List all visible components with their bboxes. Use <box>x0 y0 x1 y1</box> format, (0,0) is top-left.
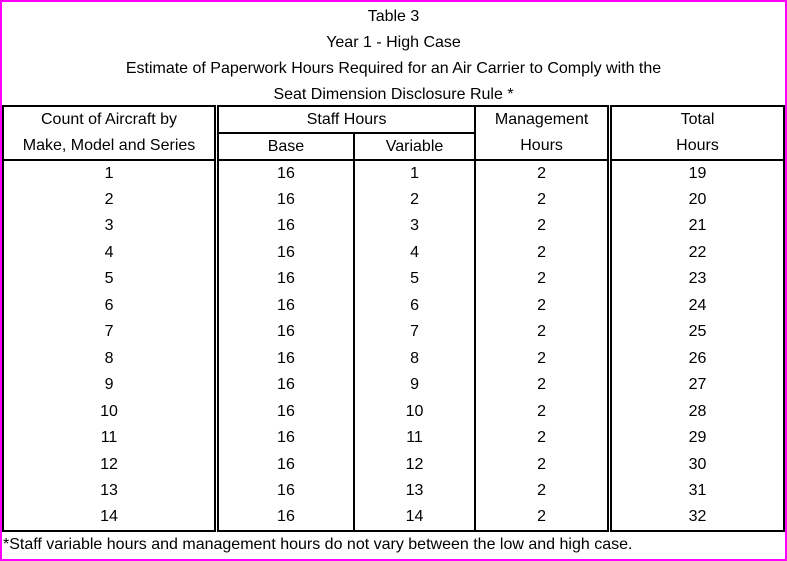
cell-total: 25 <box>688 323 707 341</box>
cell-variable: 2 <box>354 187 475 214</box>
cell-base: 16 <box>217 452 354 479</box>
table-row <box>3 187 784 214</box>
cell-count: 5 <box>3 266 217 293</box>
cell-count: 6 <box>3 293 217 320</box>
table-row <box>3 160 784 187</box>
cell-variable: 1 <box>354 160 475 187</box>
cell-management: 2 <box>475 452 609 479</box>
table-row <box>3 399 784 426</box>
table-footnote: *Staff variable hours and management hours do not vary between the low and high case. <box>3 536 633 553</box>
cell-management: 2 <box>475 160 609 187</box>
cell-count: 13 <box>3 478 217 505</box>
cell-count: 4 <box>3 240 217 267</box>
header-aircraft-count-line2: Make, Model and Series <box>22 137 196 154</box>
table-row <box>3 213 784 240</box>
cell-variable: 9 <box>354 372 475 399</box>
table-body <box>3 160 784 531</box>
cell-total: 30 <box>688 455 707 473</box>
cell-base: 16 <box>217 505 354 532</box>
cell-management: 2 <box>475 266 609 293</box>
table-row <box>3 425 784 452</box>
cell-total: 27 <box>688 376 707 394</box>
table-row <box>3 478 784 505</box>
header-base: Base <box>217 133 354 160</box>
header-management-line1: Management <box>494 111 589 128</box>
cell-base: 16 <box>217 213 354 240</box>
cell-total: 21 <box>688 217 707 235</box>
cell-total: 22 <box>688 243 707 261</box>
cell-count: 1 <box>3 160 217 187</box>
cell-variable: 8 <box>354 346 475 373</box>
cell-base: 16 <box>217 425 354 452</box>
cell-variable: 5 <box>354 266 475 293</box>
cell-total: 32 <box>688 508 707 526</box>
cell-total: 20 <box>688 190 707 208</box>
cell-base: 16 <box>217 478 354 505</box>
table-row <box>3 293 784 320</box>
cell-count: 7 <box>3 319 217 346</box>
cell-count: 3 <box>3 213 217 240</box>
cell-total: 19 <box>688 164 707 182</box>
cell-base: 16 <box>217 160 354 187</box>
cell-variable: 7 <box>354 319 475 346</box>
cell-management: 2 <box>475 319 609 346</box>
cell-base: 16 <box>217 319 354 346</box>
title-description-line2: Seat Dimension Disclosure Rule * <box>273 86 514 103</box>
cell-count: 12 <box>3 452 217 479</box>
table-row <box>3 505 784 532</box>
paperwork-hours-table <box>2 105 785 532</box>
cell-count: 8 <box>3 346 217 373</box>
cell-count: 2 <box>3 187 217 214</box>
cell-management: 2 <box>475 213 609 240</box>
cell-count: 11 <box>3 425 217 452</box>
cell-management: 2 <box>475 399 609 426</box>
cell-total: 28 <box>688 402 707 420</box>
header-staff-hours: Staff Hours <box>217 106 476 133</box>
header-aircraft-count <box>3 106 217 160</box>
cell-total: 24 <box>688 296 707 314</box>
header-aircraft-count-line1: Count of Aircraft by <box>40 111 178 128</box>
cell-management: 2 <box>475 425 609 452</box>
header-management-line2: Hours <box>520 137 563 154</box>
cell-variable: 4 <box>354 240 475 267</box>
cell-total: 26 <box>688 349 707 367</box>
table-row <box>3 319 784 346</box>
cell-count: 14 <box>3 505 217 532</box>
cell-count: 10 <box>3 399 217 426</box>
cell-base: 16 <box>217 187 354 214</box>
cell-management: 2 <box>475 187 609 214</box>
table-row <box>3 240 784 267</box>
cell-management: 2 <box>475 240 609 267</box>
cell-variable: 13 <box>354 478 475 505</box>
table-title-block <box>2 2 785 105</box>
cell-base: 16 <box>217 240 354 267</box>
header-total-line2: Hours <box>676 137 719 154</box>
header-variable: Variable <box>354 133 475 160</box>
cell-total: 23 <box>688 270 707 288</box>
cell-base: 16 <box>217 293 354 320</box>
cell-variable: 12 <box>354 452 475 479</box>
table-row <box>3 372 784 399</box>
cell-count: 9 <box>3 372 217 399</box>
title-case: Year 1 - High Case <box>326 34 461 51</box>
cell-variable: 3 <box>354 213 475 240</box>
table-header <box>3 106 784 160</box>
cell-management: 2 <box>475 293 609 320</box>
cell-management: 2 <box>475 346 609 373</box>
cell-base: 16 <box>217 266 354 293</box>
cell-base: 16 <box>217 346 354 373</box>
cell-total: 29 <box>688 429 707 447</box>
title-description-line1: Estimate of Paperwork Hours Required for an Air Carrier to Comply with the <box>125 60 662 77</box>
header-total-line1: Total <box>680 111 715 128</box>
cell-base: 16 <box>217 399 354 426</box>
cell-total: 31 <box>688 482 707 500</box>
title-table-number: Table 3 <box>367 8 420 25</box>
cell-base: 16 <box>217 372 354 399</box>
table-row <box>3 266 784 293</box>
cell-variable: 10 <box>354 399 475 426</box>
cell-management: 2 <box>475 478 609 505</box>
header-management-hours <box>475 106 609 160</box>
cell-variable: 6 <box>354 293 475 320</box>
table-row <box>3 452 784 479</box>
cell-management: 2 <box>475 505 609 532</box>
cell-variable: 11 <box>354 425 475 452</box>
table-row <box>3 346 784 373</box>
cell-variable: 14 <box>354 505 475 532</box>
header-total-hours <box>610 106 784 160</box>
cell-management: 2 <box>475 372 609 399</box>
